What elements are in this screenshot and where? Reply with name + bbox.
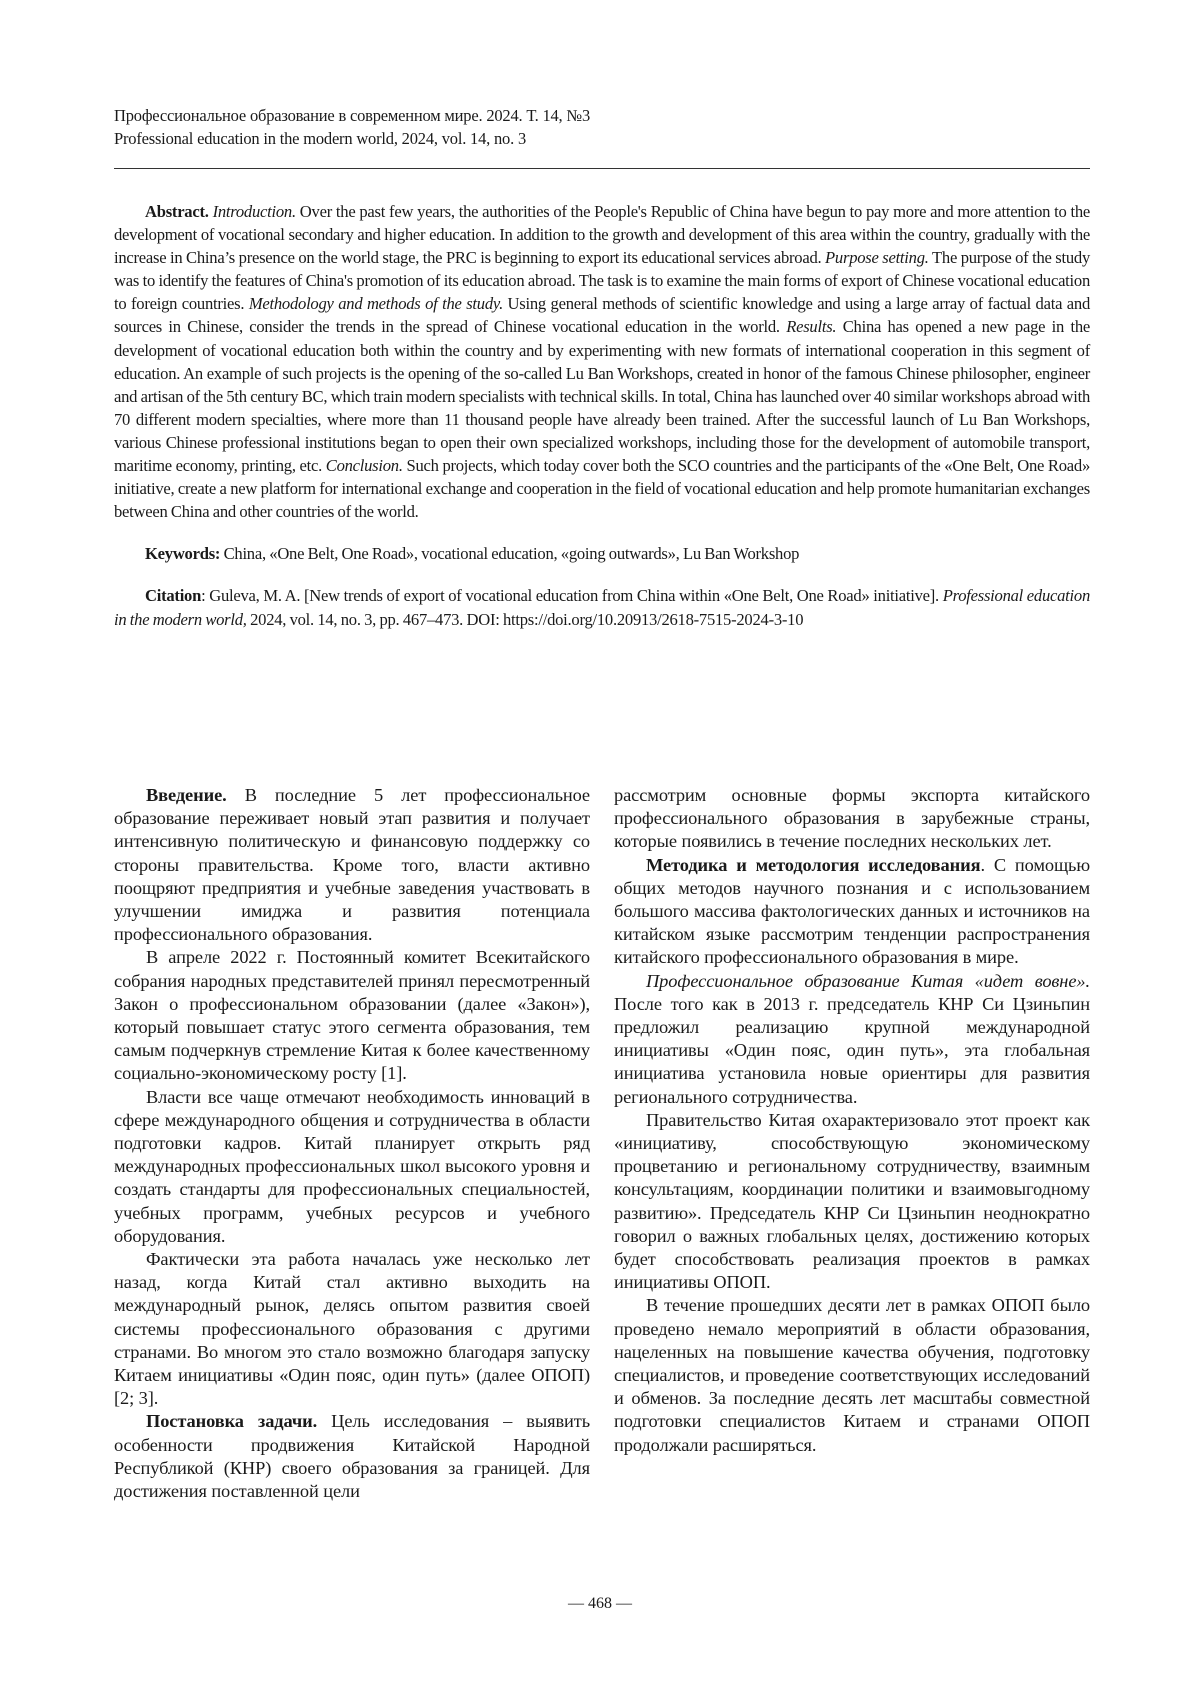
section-heading: Профессиональное образование Китая «идет вовне». [646,970,1090,991]
abstract-results-heading: Results. [786,317,837,337]
keywords-paragraph [114,542,1090,565]
abstract-methodology-text: Using general methods of scientific knowledge and using a large array of factual data and sources in Chinese, consider the trends in the spread of Chinese vocational education in the world. [114,294,1090,337]
abstract-introduction-heading: Introduction. [212,202,296,221]
abstract-section [114,200,1090,631]
body-paragraph: В течение прошедших десяти лет в рамках ОПОП было проведено немало мероприятий в области образования, нацеленных на повышение качества обучения, подготовку специалистов, и проведение соответствующих исследований и обменов. За последние десять лет масштабы совместной подготовки специалистов Китаем и странами ОПОП продолжали расширяться. [614,1295,1090,1455]
section-paragraph [614,970,1090,1109]
header-journal-ru: Профессиональное образование в современном мире. 2024. Т. 14, №3 [114,106,590,125]
introduction-text: В последние 5 лет профессиональное образование переживает новый этап развития и получает интенсивную политическую и финансовую поддержку со стороны правительства. Кроме того, власти активно поощряют предприятия и учебные заведения участвовать в улучшении имиджа и развития потенциала профессионального образования. [114,785,590,945]
abstract-introduction-text: Over the past few years, the authorities of the People's Republic of China have begun to pay more and more attention to the development of vocational secondary and higher education. In addition to the growth and development of this area within the country, gradually with the increase in China’s presence on the world stage, the PRC is beginning to export its educational services abroad. [114,202,1090,268]
section-text: После того как в 2013 г. председатель КНР Си Цзиньпин предложил реализацию крупной международной инициативы «Один пояс, один путь», эта глобальная инициатива установила новые ориентиры для развития регионального сотрудничества. [614,993,1090,1107]
keywords-label: Keywords: [145,544,221,564]
methodology-heading: Методика и методология исследования [646,854,981,875]
abstract-paragraph [114,200,1090,523]
citation-text: : Guleva, M. A. [New trends of export of vocational education from China within «One Belt, One Road» initiative]. [201,586,943,606]
page-number: — 468 — [568,1595,632,1612]
citation-journal: Professional education in the modern world, [114,586,1090,629]
body-paragraph: Власти все чаще отмечают необходимость инноваций в сфере международного общения и сотрудничества в области подготовки кадров. Китай планирует открыть ряд международных профессиональных школ высокого уровня и создать стандарты для профессиональных специальностей, учебных программ, учебных ресурсов и учебного оборудования. [114,1086,590,1246]
introduction-heading: Введение. [146,785,227,805]
methodology-text: . С помощью общих методов научного познания и с использованием большого массива фактологических данных и источников на китайском языке рассмотрим тенденции распространения китайского профессионального образования в мире. [614,854,1090,968]
citation-details: 2024, vol. 14, no. 3, pp. 467–473. DOI: https://doi.org/10.20913/2618-7515-2024-3-10 [246,609,804,629]
abstract-label: Abstract. [145,202,209,221]
header-divider [114,168,1090,169]
task-heading: Постановка задачи. [146,1411,318,1432]
running-header [114,104,1090,150]
body-column-right [614,784,1090,1457]
abstract-conclusion-heading: Conclusion. [325,456,403,476]
header-journal-en: Professional education in the modern world, 2024, vol. 14, no. 3 [114,129,527,148]
abstract-conclusion-text: Such projects, which today cover both the SCO countries and the participants of the «One Belt, One Road» initiative, create a new platform for international exchange and cooperation in the field of vocational education and help promote humanitarian exchanges between China and other countries of the world. [114,456,1090,522]
abstract-purpose-text: The purpose of the study was to identify the features of China's promotion of its education abroad. The task is to examine the main forms of export of Chinese vocational education to foreign countries. [114,248,1090,314]
body-paragraph-continued: рассмотрим основные формы экспорта китайского профессионального образования в зарубежные страны, которые появились в течение последних нескольких лет. [614,785,1090,852]
citation-paragraph [114,584,1090,630]
methodology-paragraph [614,854,1090,970]
body-paragraph: Правительство Китая охарактеризовало этот проект как «инициативу, способствующую экономическому процветанию и региональному сотрудничеству, взаимным консультациям, координации политики и взаимовыгодному развитию». Председатель КНР Си Цзиньпин неоднократно говорил о важных глобальных целях, достижению которых будет способствовать реализация проектов в рамках инициативы ОПОП. [614,1109,1090,1293]
body-column-left [114,784,590,1503]
abstract-purpose-heading: Purpose setting. [825,248,929,268]
citation-label: Citation [145,586,202,606]
task-text: Цель исследования – выявить особенности продвижения Китайской Народной Республикой (КНР) своего образования за границей. Для достижения поставленной цели [114,1411,590,1502]
introduction-paragraph [114,784,590,946]
body-paragraph: Фактически эта работа началась уже несколько лет назад, когда Китай стал активно выходить на международный рынок, делясь опытом развития своей системы профессионального образования с другими странами. Во многом это стало возможно благодаря запуску Китаем инициативы «Один пояс, один путь» (далее ОПОП) [2; 3]. [114,1249,590,1409]
body-paragraph: В апреле 2022 г. Постоянный комитет Всекитайского собрания народных представителей принял пересмотренный Закон о профессиональном образовании (далее «Закон»), который повышает статус этого сегмента образования, тем самым подчеркнув стремление Китая к более качественному социально-экономическому росту [1]. [114,947,590,1084]
abstract-methodology-heading: Methodology and methods of the study. [248,294,503,314]
keywords-text: China, «One Belt, One Road», vocational education, «going outwards», Lu Ban Workshop [220,544,800,564]
task-paragraph [114,1410,590,1503]
abstract-results-text: China has opened a new page in the development of vocational education both within the country and by experimenting with new formats of international cooperation in this segment of education. An example of such projects is the opening of the so-called Lu Ban Workshops, created in honor of the famous Chinese philosopher, engineer and artisan of the 5th century BC, which train modern specialists with technical skills. In total, China has launched over 40 similar workshops abroad with 70 different modern specialties, where more than 11 thousand people have already been trained. After the successful launch of Lu Ban Workshops, various Chinese professional institutions began to open their own specialized workshops, including those for the development of automobile transport, maritime economy, printing, etc. [114,317,1090,476]
